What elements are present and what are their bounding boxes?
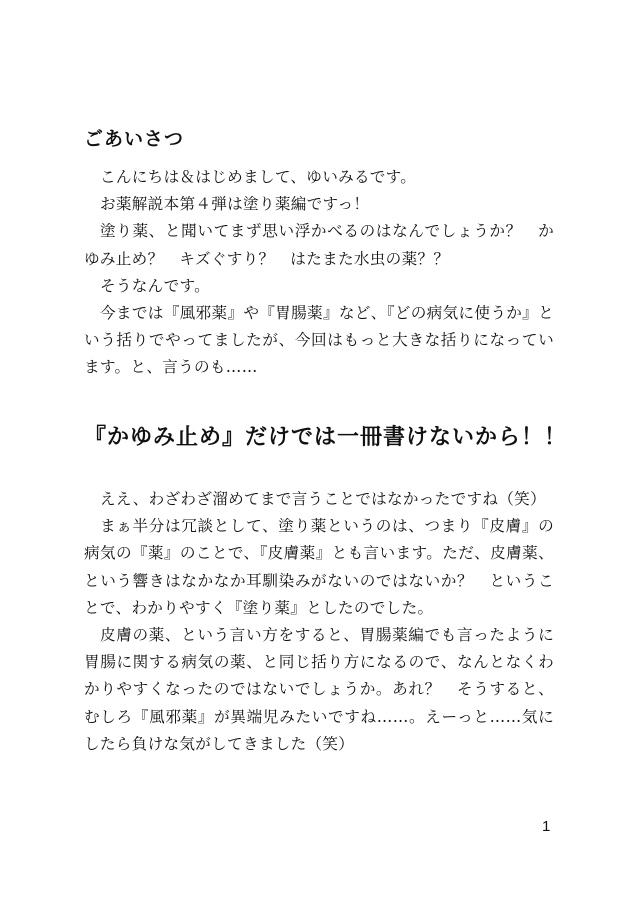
- paragraph: そうなんです。: [100, 276, 211, 295]
- paragraph: 塗り薬、と聞いてまず思い浮かべるのはなんでしょうか？ かゆみ止め？ キズぐすり？ はたまた水虫の薬？？: [84, 222, 554, 268]
- paragraph: 皮膚の薬、という言い方をすると、胃腸薬編でも言ったように胃腸に関する病気の薬、と同じ括り方になるので、なんとなくわかりやすくなったのではないでしょうか。あれ？ そうすると、むしろ『風邪薬』が異端児みたいですね……。えーっと……気にしたら負けな気がしてきました（笑）: [84, 626, 554, 753]
- greeting-text-block: [84, 164, 554, 382]
- paragraph: こんにちは＆はじめまして、ゆいみるです。: [100, 168, 417, 186]
- paragraph: 今までは『風邪薬』や『胃腸薬』など、『どの病気に使うか』という括りでやってましたが、今回はもっと大きな括りになっています。と、言うのも……: [84, 304, 554, 377]
- paragraph: お薬解説本第４弾は塗り薬編ですっ！: [100, 195, 370, 214]
- paragraph: まぁ半分は冗談として、塗り薬というのは、つまり『皮膚』の病気の『薬』のことで、『皮膚薬』とも言います。ただ、皮膚薬、という響きはなかなか耳馴染みがないのではないか？ ということで、わかりやすく『塗り薬』としたのでした。: [84, 517, 554, 617]
- main-heading: 『かゆみ止め』だけでは一冊書けないから！！: [84, 425, 568, 450]
- greeting-heading: ごあいさつ: [84, 128, 185, 150]
- paragraph: ええ、わざわざ溜めてまで言うことではなかったですね（笑）: [100, 490, 546, 508]
- page-number: 1: [542, 818, 551, 835]
- explanation-text-block: [84, 486, 554, 758]
